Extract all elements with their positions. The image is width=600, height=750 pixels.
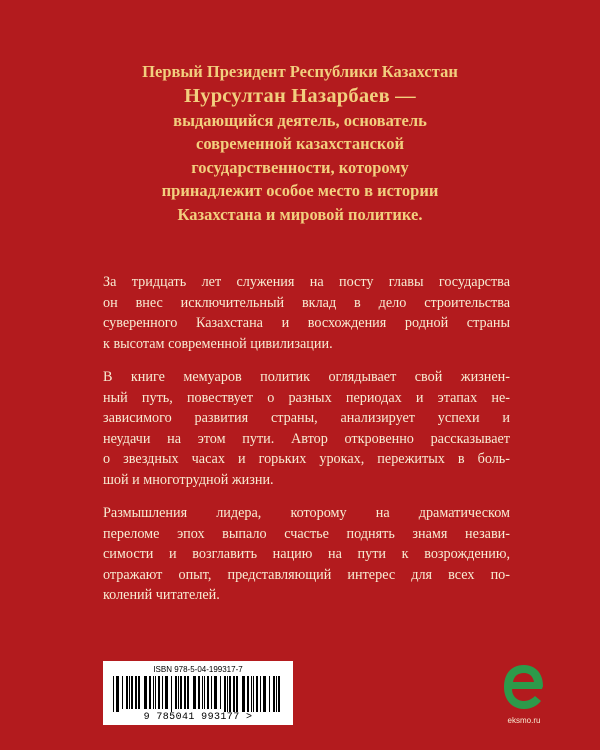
text-line: колений читателей. <box>103 587 220 603</box>
headline-block <box>70 60 530 226</box>
text-line: отражают опыт, представляющий интерес для всех по- <box>103 566 510 583</box>
headline-line: современной казахстанской <box>196 134 404 153</box>
text-line: переломе эпох выпало счастье поднять знамя незави- <box>103 525 510 542</box>
text-line: он внес исключительный вклад в дело строительства <box>103 294 510 311</box>
author-name-line: Нурсултан Назарбаев — <box>184 84 416 107</box>
text-line: В книге мемуаров политик оглядывает свой жизнен- <box>103 369 510 385</box>
text-line: Размышления лидера, которому на драматическом <box>103 505 510 521</box>
text-line: зависимого развития страны, анализирует успехи и <box>103 410 510 426</box>
headline-line: государственности, которому <box>191 157 409 177</box>
eksmo-logo-icon <box>500 661 548 713</box>
publisher-site: eksmo.ru <box>507 716 541 725</box>
text-line: к высотам современной цивилизации. <box>103 335 333 352</box>
text-line: симости и возглавить нацию на пути к возрождению, <box>103 546 510 562</box>
text-line: о звездных часах и горьких уроках, пережитых в боль- <box>103 451 510 467</box>
barcode-digits: 9 785041 993177 > <box>143 712 253 723</box>
headline-line: принадлежит особое место в истории <box>161 181 439 200</box>
barcode-panel <box>103 661 293 725</box>
headline-line: выдающийся деятель, основатель <box>173 110 427 130</box>
text-line: суверенного Казахстана и восхождения родной страны <box>103 315 510 331</box>
text-line: ный путь, повествует о разных периодах и этапах не- <box>103 389 510 406</box>
text-line: неудачи на этом пути. Автор откровенно рассказывает <box>103 430 510 447</box>
text-line: шой и многотрудной жизни. <box>103 471 274 488</box>
paragraph-1 <box>103 272 510 354</box>
headline-line: Казахстана и мировой политике. <box>177 204 423 224</box>
paragraph-2 <box>103 367 510 490</box>
publisher-logo <box>496 661 552 727</box>
isbn-label: ISBN 978-5-04-199317-7 <box>153 665 243 674</box>
annotation-text <box>103 272 510 619</box>
text-line: За тридцать лет служения на посту главы государства <box>103 274 510 290</box>
barcode-bars <box>109 676 287 712</box>
headline-line: Первый Президент Республики Казахстан <box>142 62 458 81</box>
paragraph-3 <box>103 503 510 606</box>
